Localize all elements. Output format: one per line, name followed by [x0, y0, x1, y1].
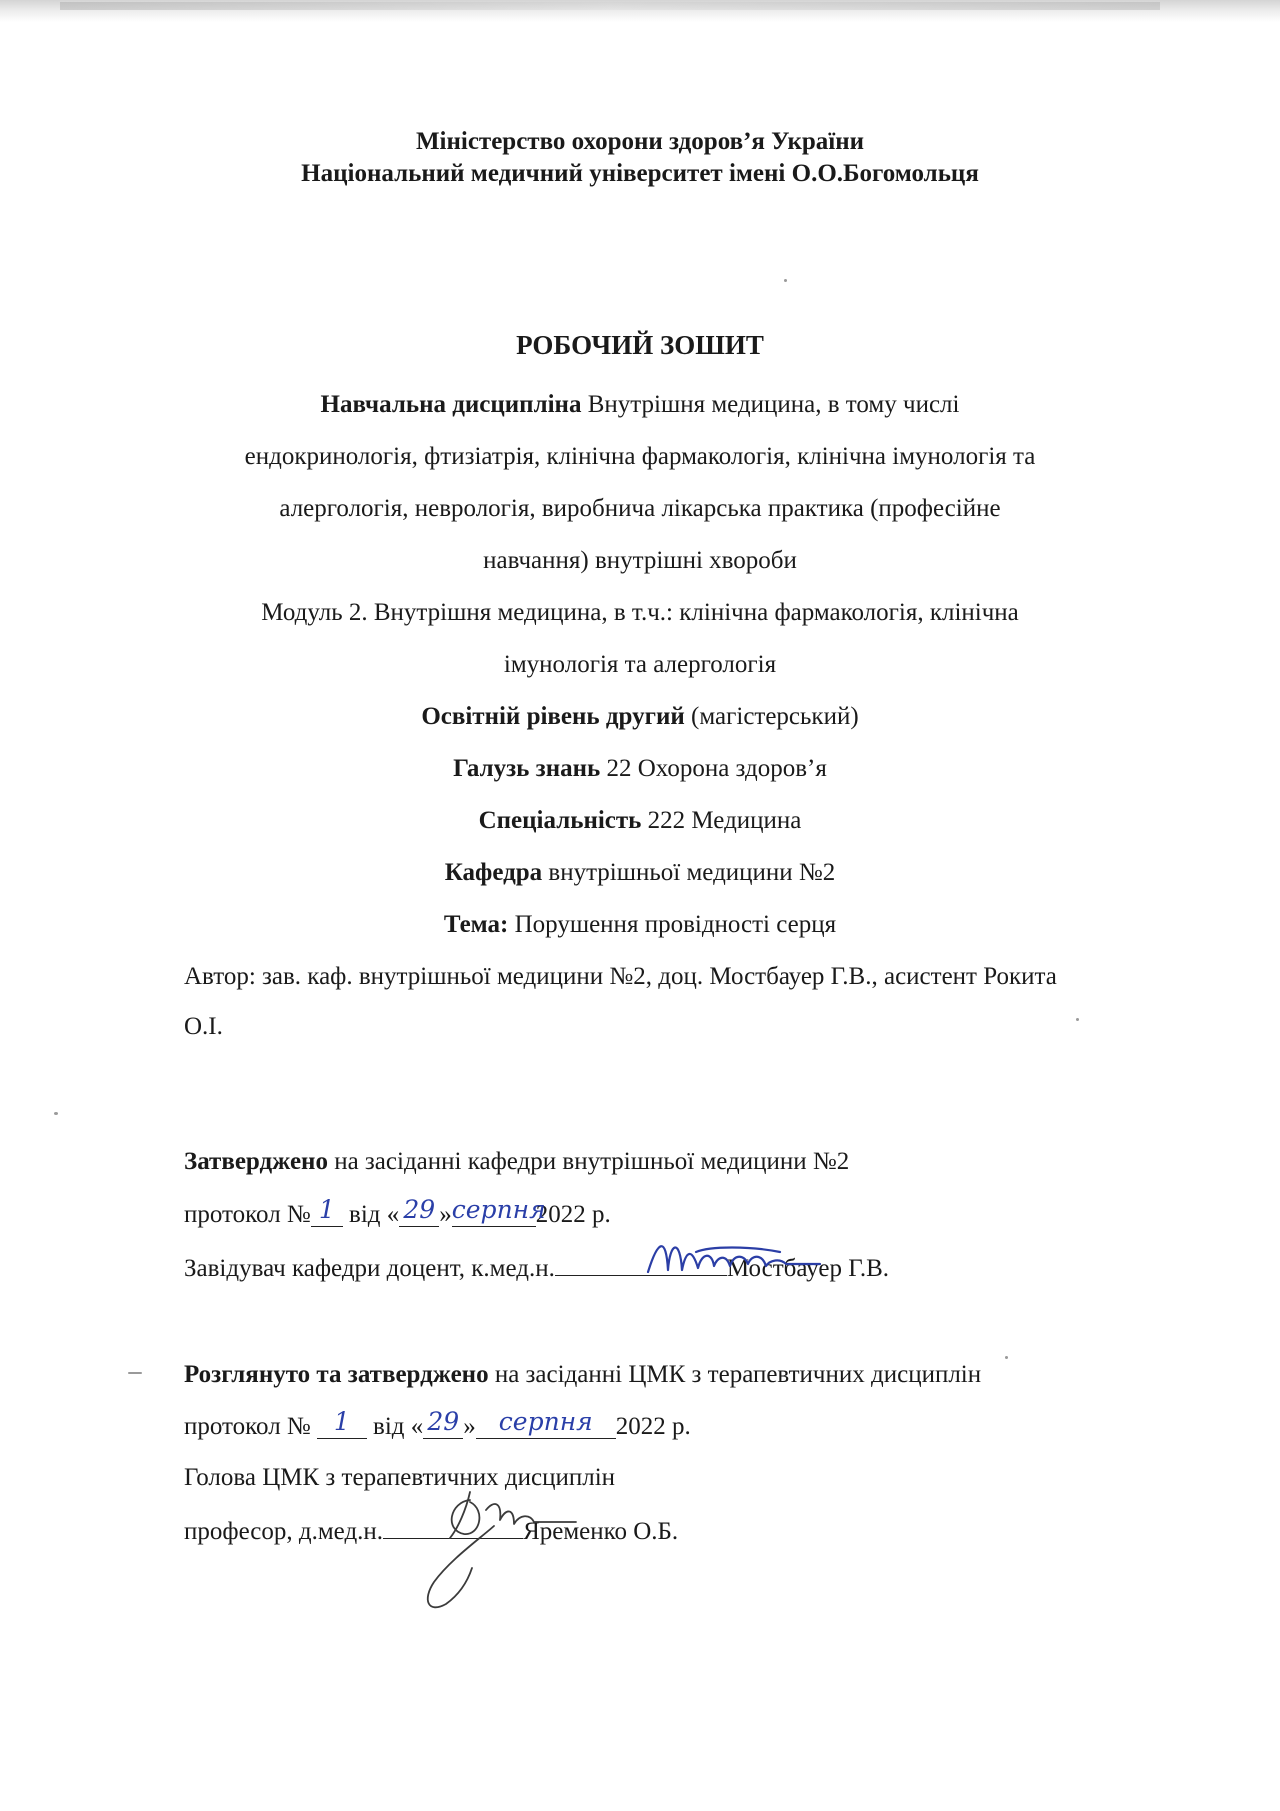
scan-speck	[1005, 1356, 1008, 1359]
date-month: серпня	[498, 1407, 593, 1436]
cmk-chair-label: Голова ЦМК з терапевтичних дисциплін	[184, 1464, 616, 1491]
scan-speck	[1076, 1018, 1079, 1021]
protocol-number-handwritten	[311, 1195, 343, 1227]
discipline-line-1	[0, 390, 1280, 420]
specialty-label: Спеціальність	[478, 807, 642, 834]
author-line-1: Автор: зав. каф. внутрішньої медицини №2, доц. Мостбауер Г.В., асистент Рокита	[184, 963, 1057, 990]
department-value: внутрішньої медицини №2	[548, 859, 836, 886]
date-year: 2022 р.	[615, 1413, 691, 1440]
education-level-value: (магістерський)	[691, 703, 859, 730]
department-label: Кафедра	[444, 859, 543, 886]
protocol-number: 1	[318, 1195, 335, 1224]
cmk-chair-title: професор, д.мед.н.	[184, 1518, 384, 1545]
topic-label: Тема:	[443, 911, 509, 938]
module-line-2: імунологія та алергологія	[503, 651, 777, 678]
date-day-handwritten	[399, 1195, 439, 1227]
ministry-name: Міністерство охорони здоров’я України	[415, 128, 865, 155]
approval-department-text: на засіданні кафедри внутрішньої медицини №2	[334, 1148, 850, 1175]
date-day-handwritten	[423, 1407, 463, 1439]
field-of-knowledge	[0, 754, 1280, 784]
approval-department-bold: Затверджено	[184, 1148, 328, 1175]
date-quote-close: »	[439, 1201, 452, 1228]
scan-speck	[784, 279, 787, 282]
date-month: серпня	[451, 1195, 546, 1224]
department	[0, 858, 1280, 888]
protocol-prefix: протокол №	[184, 1201, 311, 1228]
scan-speck	[128, 1372, 142, 1374]
cmk-chair-name: Яременко О.Б.	[523, 1518, 679, 1545]
date-day: 29	[427, 1407, 460, 1436]
date-from-label: від «	[349, 1201, 400, 1228]
approval-cmk-text: на засіданні ЦМК з терапевтичних дисциплін	[494, 1361, 982, 1388]
date-from-label: від «	[373, 1413, 424, 1440]
scan-shadow-band	[60, 2, 1160, 10]
protocol-number: 1	[333, 1407, 350, 1436]
date-month-handwritten	[451, 1195, 546, 1227]
protocol-prefix: протокол №	[184, 1413, 311, 1440]
department-head-signature	[640, 1230, 830, 1290]
date-quote-close: »	[463, 1413, 476, 1440]
specialty	[0, 806, 1280, 836]
department-head-label: Завідувач кафедри доцент, к.мед.н.	[184, 1255, 555, 1282]
approval-department-heading	[184, 1147, 849, 1177]
department-head-name: Мостбауер Г.В.	[726, 1255, 889, 1282]
topic-value: Порушення провідності серця	[514, 911, 837, 938]
discipline-line-3: алергологія, неврологія, виробнича лікарська практика (професійне	[279, 495, 1001, 522]
field-value: 22 Охорона здоров’я	[606, 755, 827, 782]
scan-speck	[54, 1112, 58, 1115]
ministry-header	[0, 126, 1280, 190]
discipline-text: Внутрішня медицина, в тому числі	[587, 391, 960, 418]
topic	[0, 910, 1280, 940]
education-level-label: Освітній рівень другий	[421, 703, 685, 730]
discipline-line-4: навчання) внутрішні хвороби	[483, 547, 797, 574]
approval-cmk-bold: Розглянуто та затверджено	[184, 1361, 489, 1388]
document-title: РОБОЧИЙ ЗОШИТ	[516, 330, 764, 360]
education-level	[0, 702, 1280, 732]
discipline-line-2: ендокринологія, фтизіатрія, клінічна фармакологія, клінічна імунологія та	[244, 443, 1036, 470]
cmk-chair-signature	[410, 1480, 600, 1620]
date-month-handwritten	[476, 1407, 616, 1439]
module-line-1: Модуль 2. Внутрішня медицина, в т.ч.: клінічна фармакологія, клінічна	[261, 599, 1019, 626]
discipline-label: Навчальна дисципліна	[320, 391, 582, 418]
specialty-value: 222 Медицина	[647, 807, 802, 834]
protocol-number-handwritten	[317, 1407, 367, 1439]
author-line-2: О.І.	[184, 1013, 223, 1040]
field-label: Галузь знань	[453, 755, 601, 782]
university-name: Національний медичний університет імені О.О.Богомольця	[301, 160, 979, 187]
approval-cmk-protocol	[184, 1407, 691, 1442]
date-year: 2022 р.	[535, 1201, 611, 1228]
date-day: 29	[403, 1195, 436, 1224]
approval-cmk-heading	[184, 1360, 981, 1390]
approval-department-protocol	[184, 1195, 611, 1230]
